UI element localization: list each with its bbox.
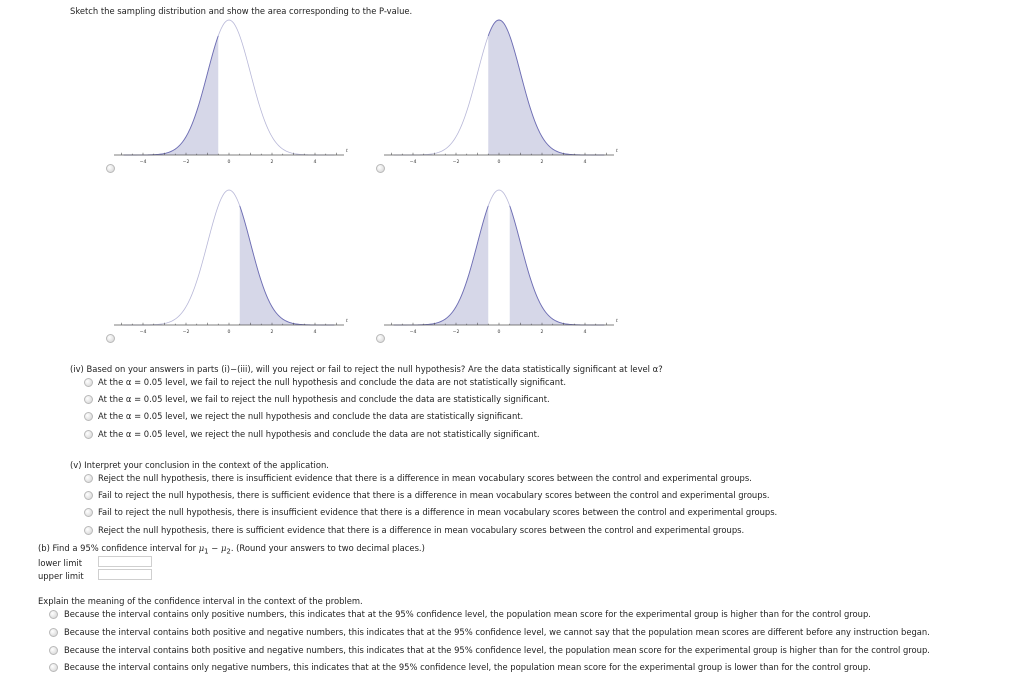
meaning-radio-4[interactable] <box>49 663 58 672</box>
part-iv-option-1: At the α = 0.05 level, we fail to reject the null hypothesis and conclude the data are not statistically significant. <box>98 377 567 387</box>
upper-limit-input[interactable] <box>98 569 152 580</box>
meaning-option-4: Because the interval contains only negative numbers, this indicates that at the 95% confidence level, the population mean score for the experimental group is lower than for the control group. <box>64 662 871 672</box>
pvalue-shaded-area <box>488 20 604 155</box>
part-v-radio-1[interactable] <box>84 474 93 483</box>
part-iv-option-3: At the α = 0.05 level, we reject the null hypothesis and conclude the data are statistically significant. <box>98 411 524 421</box>
tick-label: −2 <box>452 330 460 335</box>
part-v-radio-3[interactable] <box>84 508 93 517</box>
part-v-radio-4[interactable] <box>84 526 93 535</box>
sampling-distribution-plot-1 <box>112 18 362 178</box>
upper-limit-label: upper limit <box>38 571 84 581</box>
meaning-option-3: Because the interval contains both positive and negative numbers, this indicates that at the 95% confidence level, the population mean score for the experimental group is higher than for the control group. <box>64 645 930 655</box>
part-iv-radio-2[interactable] <box>84 395 93 404</box>
tick-label: −4 <box>139 160 147 165</box>
part-v-option-2: Fail to reject the null hypothesis, there is sufficient evidence that there is a difference in mean vocabulary scores between the control and experimental groups. <box>98 490 770 500</box>
tick-label: −4 <box>409 160 417 165</box>
pvalue-shaded-area <box>240 206 335 325</box>
tick-label: 4 <box>583 330 587 335</box>
tick-label: −2 <box>452 160 460 165</box>
axis-label-t: t <box>616 319 618 324</box>
tick-label: 0 <box>497 330 501 335</box>
part-v-question: (v) Interpret your conclusion in the context of the application. <box>70 460 329 470</box>
part-iv-radio-3[interactable] <box>84 412 93 421</box>
part-v-option-3: Fail to reject the null hypothesis, there is insufficient evidence that there is a difference in mean vocabulary scores between the control and experimental groups. <box>98 507 778 517</box>
tick-label: 2 <box>270 160 274 165</box>
pvalue-shaded-area <box>394 206 489 325</box>
distribution-curve <box>124 20 335 155</box>
part-iv-option-2: At the α = 0.05 level, we fail to reject the null hypothesis and conclude the data are statistically significant. <box>98 394 550 404</box>
lower-limit-label: lower limit <box>38 558 82 568</box>
lower-limit-input[interactable] <box>98 556 152 567</box>
distribution-curve <box>394 190 605 325</box>
part-iv-radio-4[interactable] <box>84 430 93 439</box>
instruction-text: Sketch the sampling distribution and show the area corresponding to the P-value. <box>70 6 413 16</box>
meaning-option-1: Because the interval contains only positive numbers, this indicates that at the 95% confidence level, the population mean score for the experimental group is higher than for the control group. <box>64 609 871 619</box>
meaning-radio-1[interactable] <box>49 610 58 619</box>
meaning-radio-2[interactable] <box>49 628 58 637</box>
tick-label: 2 <box>540 330 544 335</box>
tick-label: −2 <box>182 160 190 165</box>
axis-label-t: t <box>346 149 348 154</box>
part-iv-question: (iv) Based on your answers in parts (i)−(iii), will you reject or fail to reject the null hypothesis? Are the data statistically significant at level α? <box>70 364 663 374</box>
axis-label-t: t <box>346 319 348 324</box>
meaning-question: Explain the meaning of the confidence interval in the context of the problem. <box>38 596 363 606</box>
tick-label: −4 <box>409 330 417 335</box>
tick-label: 2 <box>270 330 274 335</box>
tick-label: −4 <box>139 330 147 335</box>
tick-label: 2 <box>540 160 544 165</box>
pvalue-shaded-area <box>124 36 219 155</box>
part-b-question: (b) Find a 95% confidence interval for $\mu_1 - \mu_2$. (Round your answers to two decimal places.) <box>38 543 425 556</box>
tick-label: −2 <box>182 330 190 335</box>
part-v-option-4: Reject the null hypothesis, there is sufficient evidence that there is a difference in mean vocabulary scores between the control and experimental groups. <box>98 525 745 535</box>
sampling-distribution-plot-4 <box>382 188 632 348</box>
distribution-curve <box>124 190 335 325</box>
axis-label-t: t <box>616 149 618 154</box>
meaning-radio-3[interactable] <box>49 646 58 655</box>
sampling-distribution-plot-3 <box>112 188 362 348</box>
pvalue-shaded-area <box>510 206 605 325</box>
meaning-option-2: Because the interval contains both positive and negative numbers, this indicates that at the 95% confidence level, we cannot say that the population mean scores are different before any instruction began. <box>64 627 930 637</box>
part-v-option-1: Reject the null hypothesis, there is insufficient evidence that there is a difference in mean vocabulary scores between the control and experimental groups. <box>98 473 752 483</box>
tick-label: 0 <box>497 160 501 165</box>
tick-label: 4 <box>313 330 317 335</box>
sampling-distribution-plot-2 <box>382 18 632 178</box>
tick-label: 0 <box>227 330 231 335</box>
tick-label: 4 <box>583 160 587 165</box>
part-iv-option-4: At the α = 0.05 level, we reject the null hypothesis and conclude the data are not statistically significant. <box>98 429 540 439</box>
tick-label: 0 <box>227 160 231 165</box>
tick-label: 4 <box>313 160 317 165</box>
part-iv-radio-1[interactable] <box>84 378 93 387</box>
part-v-radio-2[interactable] <box>84 491 93 500</box>
